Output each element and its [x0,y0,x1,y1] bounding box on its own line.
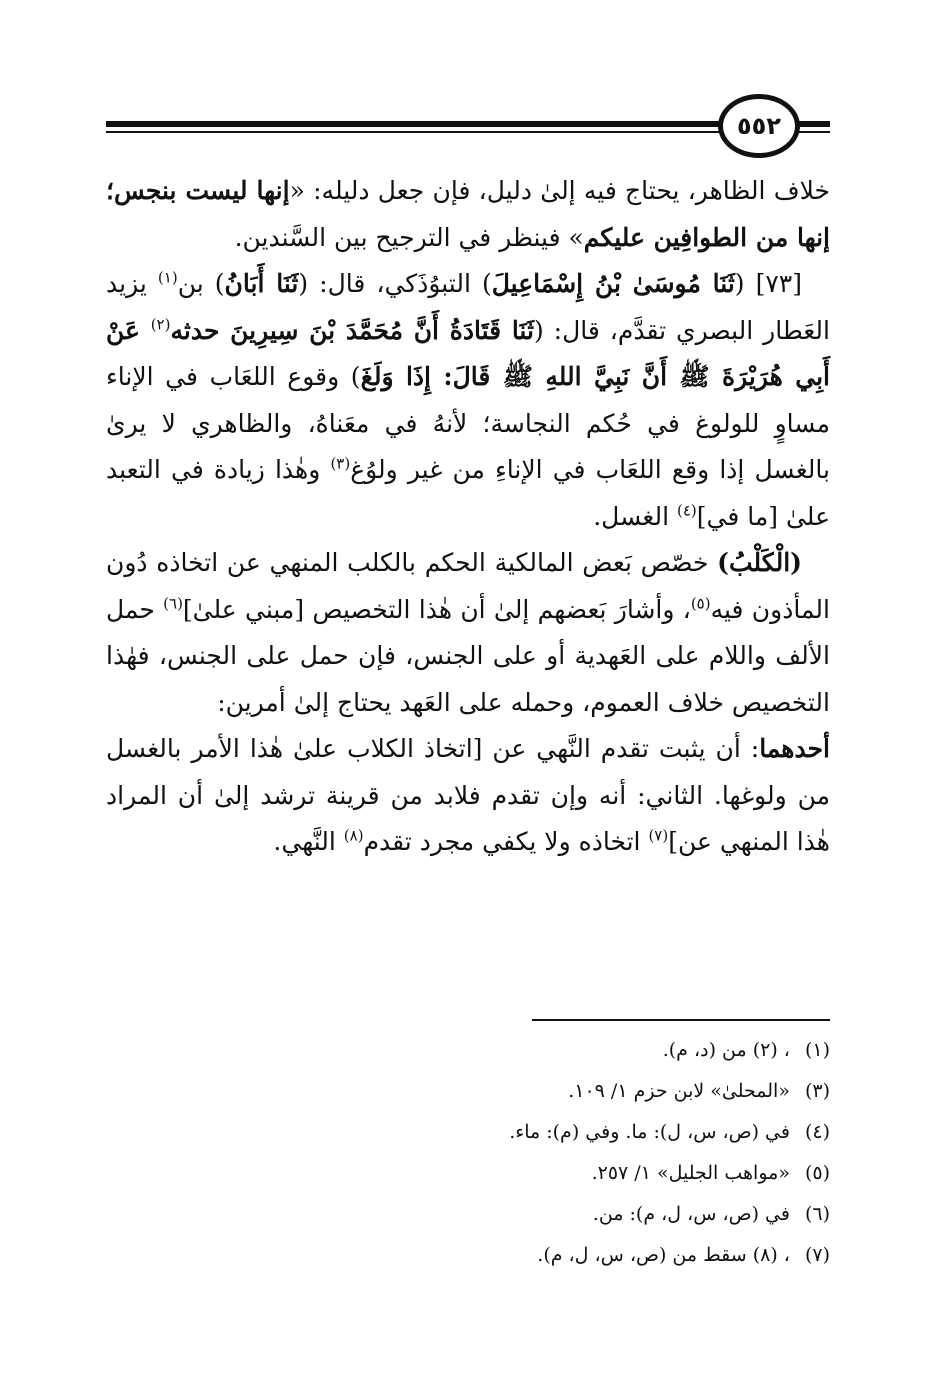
hadith-text: عَنْ أَبِي هُرَيْرَةَ ﷺ أَنَّ نَبِيَّ اللهِ ﷺ قَالَ: إِذَا وَلَغَ [106,315,830,391]
footnote-ref: (٣) [330,454,351,473]
text-run: يزيد العَطار البصري تقدَّم، قال: ( [106,269,830,345]
footnote-number: (١) [804,1039,830,1061]
footnote [230,1112,830,1153]
footnote-text: «المحلىٰ» لابن حزم ١/ ١٠٩. [568,1080,790,1102]
footnote-ref: (٧) [648,826,669,845]
paragraph-3 [106,540,830,726]
text-run: : أن يثبت تقدم النَّهي عن [اتخاذ الكلاب علىٰ هٰذا الأمر بالغسل من ولوغها. الثاني: أنه وإن تقدم فلابد من قرينة ترشد إلىٰ أن المراد هٰذا المنهي عن] [106,734,830,856]
text-run: » فينظر في الترجيح بين السَّندين. [234,222,584,252]
keyword: أحدهما [759,734,830,763]
footnote [230,1153,830,1194]
narrator-text: ثَنَا قَتَادَةُ أَنَّ مُحَمَّدَ بْنَ سِيرِينَ حدثه [170,315,534,345]
footnote-ref: (١) [157,268,178,287]
footnote-number: (٥) [804,1162,830,1184]
footnote-ref: (٤) [676,501,697,520]
paragraph-1 [106,168,830,261]
footnote-text: ، (٢) من (د، م). [662,1039,790,1061]
narrator-text: ثَنَا أَبَانُ [224,269,299,298]
paragraph-4 [106,726,830,866]
footnote-text: «مواهب الجليل» ١/ ٢٥٧. [591,1162,790,1184]
footnote-number: (٧) [804,1244,830,1266]
footnote-ref: (٦) [163,594,183,613]
footnote [230,1030,830,1071]
main-text [106,168,830,866]
footnote-ref: (٥) [690,594,711,613]
footnote-text: ، (٨) سقط من (ص، س، ل، م). [537,1244,790,1266]
footnote-ref: (٨) [343,826,364,845]
quoted-hadith: إنها ليست بنجس؛ إنها من الطوافِين عليكم [106,176,830,252]
text-run: حمل الألف واللام على العَهدية أو على الجنس، فإن حمل على الجنس، فهٰذا التخصيص خلاف العموم، وحمله على العَهد يحتاج إلىٰ أمرين: [106,594,830,717]
text-run: ) وقوع اللعَاب في الإناء مساوٍ للولوغ في حُكم النجاسة؛ لأنهُ في معَناهُ، والظاهري لا يرىٰ بالغسل إذا وقع اللعَاب في الإناءِ من غير ولوُغ [106,362,830,484]
text-run: ) التبوُذَكي، قال: ( [298,269,492,298]
text-run: [٧٣] ( [734,269,802,298]
text-run: وهٰذا زيادة في التعبد علىٰ [ما في] [106,455,830,531]
footnote-number: (٦) [804,1203,830,1225]
footnote-ref: (٢) [150,315,171,334]
paragraph-2 [106,261,830,540]
page-number-badge [718,94,800,158]
page-number: ٥٥٢ [737,112,781,140]
text-run: اتخاذه ولا يكفي مجرد تقدم [363,827,649,856]
text-run: النَّهي. [273,827,344,856]
footnote-number: (٤) [804,1121,830,1143]
text-run: ) بن [177,269,225,298]
text-run: خصّص بَعض المالكية الحكم بالكلب المنهي عن اتخاذه دُون المأذون فيه [106,548,830,624]
footnote [230,1194,830,1235]
keyword: (الْكَلْبُ) [717,548,802,577]
narrator-text: ثَنَا مُوسَىٰ بْنُ إِسْمَاعِيلَ [491,269,735,298]
footnote-text: في (ص، س، ل): ما. وفي (م): ماء. [509,1121,790,1143]
footnotes [230,1030,830,1276]
footnote [230,1235,830,1276]
footnote-number: (٣) [804,1080,830,1102]
footnote [230,1071,830,1112]
text-run: ، وأشارَ بَعضهم إلىٰ أن هٰذا التخصيص [مبني علىٰ] [182,594,691,624]
text-run: خلاف الظاهر، يحتاج فيه إلىٰ دليل، فإن جعل دليله: « [289,176,830,205]
footnote-separator [532,1019,830,1021]
footnote-text: في (ص، س، ل، م): من. [592,1203,790,1225]
text-run: الغسل. [593,501,677,531]
